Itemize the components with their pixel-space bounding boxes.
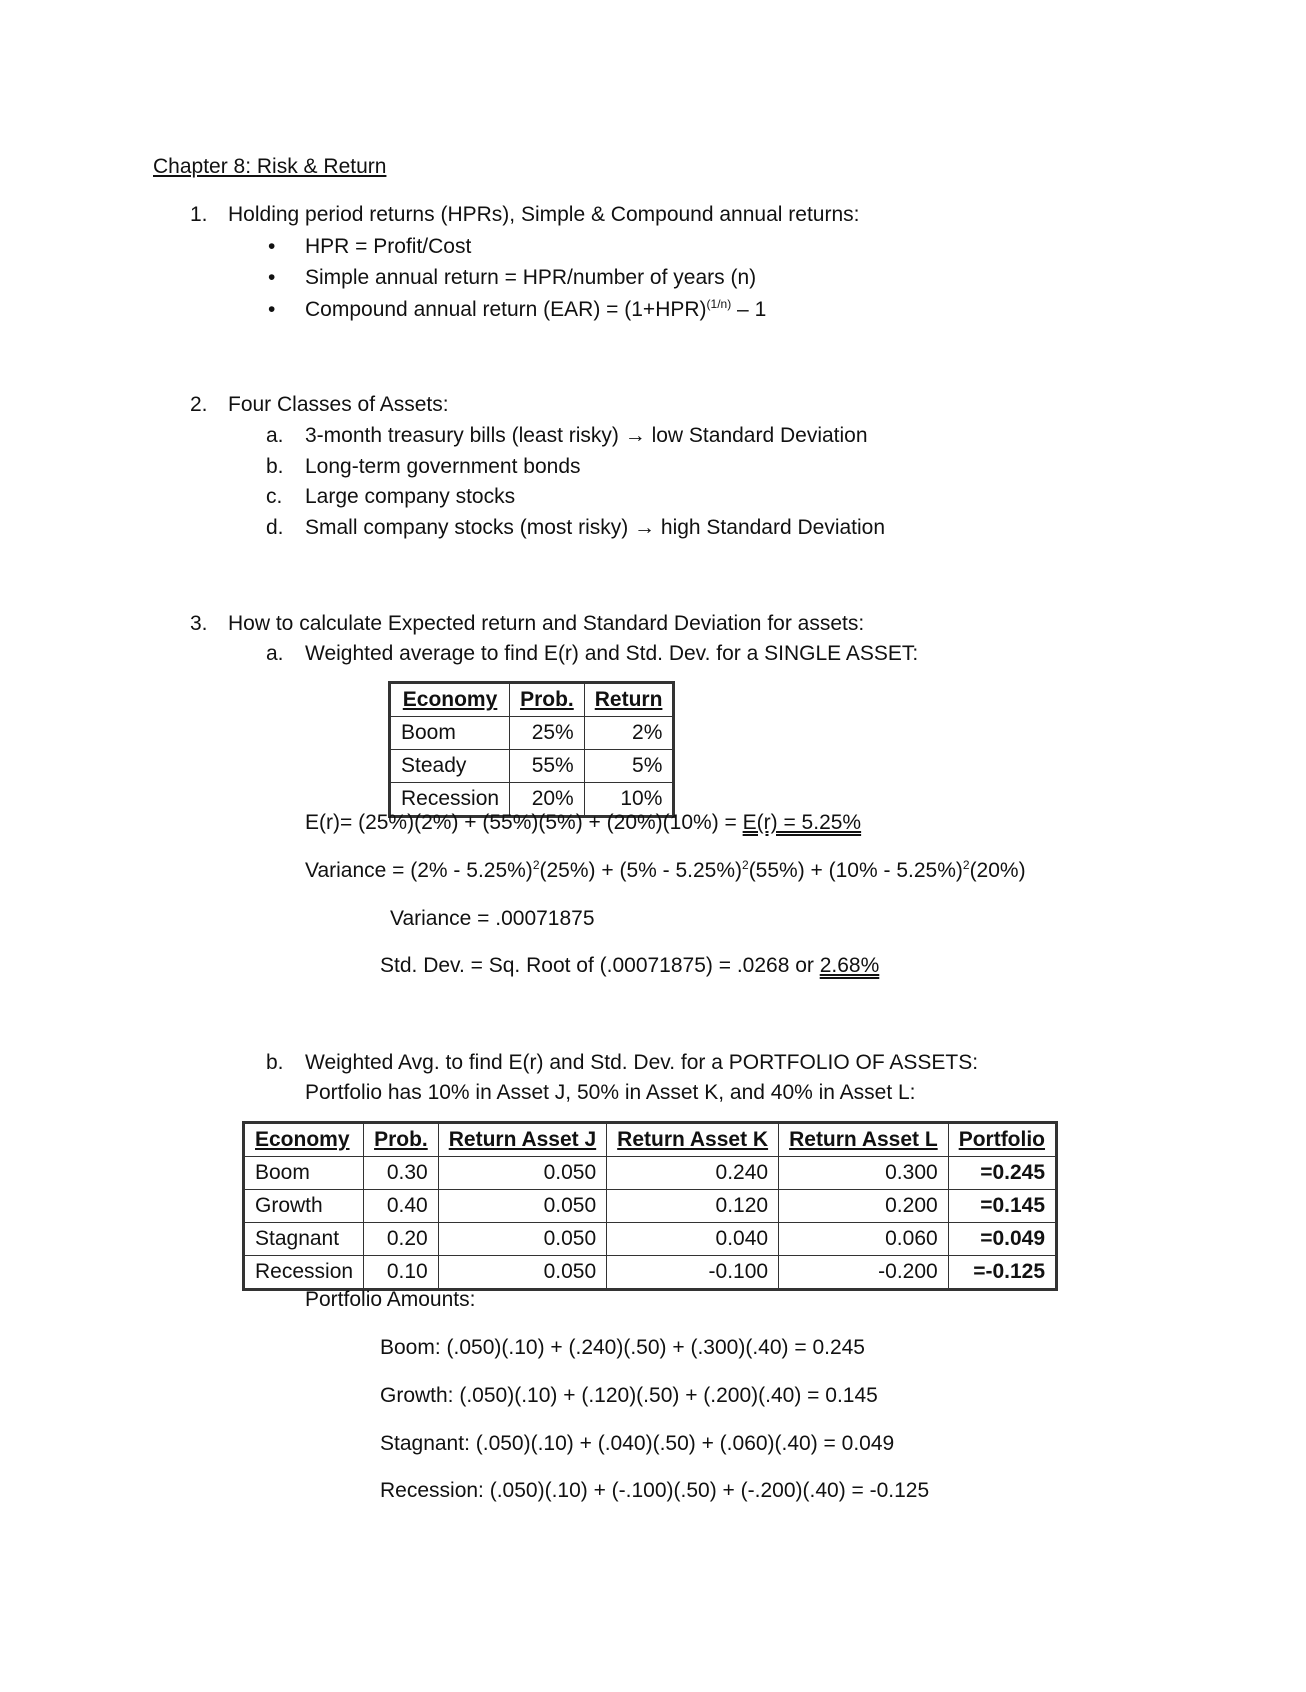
compound-return-text: Compound annual return (EAR) = (1+HPR) — [305, 298, 707, 321]
column-header: Economy — [245, 1124, 364, 1157]
section-2-number: 2. — [190, 393, 208, 416]
variance-part: Variance = (2% - 5.25%) — [305, 859, 533, 882]
bullet-icon: • — [268, 266, 276, 289]
bullet-simple-return: Simple annual return = HPR/number of years (n) — [305, 266, 757, 289]
table-cell: 0.050 — [438, 1157, 606, 1190]
variance-exponent: 2 — [962, 858, 970, 872]
table-header-row — [245, 1124, 1056, 1157]
table-row — [245, 1190, 1056, 1223]
table-row — [245, 1157, 1056, 1190]
column-header: Economy — [391, 684, 510, 717]
variance-value: Variance = .00071875 — [390, 907, 595, 930]
variance-exponent: 2 — [532, 858, 540, 872]
table-cell: 0.240 — [607, 1157, 779, 1190]
subsection-a-letter: a. — [266, 642, 284, 665]
table-cell: 2% — [584, 717, 673, 750]
column-header: Return Asset K — [607, 1124, 779, 1157]
table-cell: 55% — [510, 750, 585, 783]
std-dev-line — [380, 953, 879, 978]
section-3-heading: How to calculate Expected return and Standard Deviation for assets: — [228, 612, 865, 635]
table-header-row — [391, 684, 673, 717]
std-dev-result: 2.68% — [819, 954, 880, 977]
asset-class-letter: b. — [266, 455, 284, 478]
subsection-b-letter: b. — [266, 1051, 284, 1074]
table-cell: 0.050 — [438, 1190, 606, 1223]
table-cell: 20% — [510, 783, 585, 816]
variance-part: (55%) + (10% - 5.25%) — [748, 859, 963, 882]
table-cell: Stagnant — [245, 1223, 364, 1256]
table-cell: 0.40 — [364, 1190, 439, 1223]
table-cell: 0.300 — [779, 1157, 949, 1190]
table-cell: -0.100 — [607, 1256, 779, 1289]
table-row — [245, 1223, 1056, 1256]
expected-return-result: E(r) = 5.25% — [742, 811, 862, 834]
table-cell: -0.200 — [779, 1256, 949, 1289]
table-cell: Recession — [391, 783, 510, 816]
portfolio-value-cell: =-0.125 — [948, 1256, 1055, 1289]
asset-class-item: Large company stocks — [305, 485, 516, 508]
chapter-title: Chapter 8: Risk & Return — [153, 155, 387, 178]
compound-tail: – 1 — [731, 298, 767, 321]
bullet-icon: • — [268, 298, 276, 321]
portfolio-value-cell: =0.145 — [948, 1190, 1055, 1223]
table-cell: Steady — [391, 750, 510, 783]
bullet-compound-return — [305, 297, 766, 322]
variance-part: (20%) — [969, 859, 1026, 882]
table-cell: 10% — [584, 783, 673, 816]
subsection-a-heading: Weighted average to find E(r) and Std. Dev. for a SINGLE ASSET: — [305, 642, 919, 665]
table-cell: 0.200 — [779, 1190, 949, 1223]
asset-class-letter: c. — [266, 485, 283, 508]
table-cell: 0.050 — [438, 1256, 606, 1289]
table-cell: 0.040 — [607, 1223, 779, 1256]
table-cell: 0.20 — [364, 1223, 439, 1256]
table-cell: Boom — [245, 1157, 364, 1190]
table-cell: Recession — [245, 1256, 364, 1289]
asset-class-letter: d. — [266, 516, 284, 539]
variance-part: (25%) + (5% - 5.25%) — [539, 859, 742, 882]
expected-return-formula: E(r)= (25%)(2%) + (55%)(5%) + (20%)(10%) = — [305, 811, 743, 834]
table-cell: 0.060 — [779, 1223, 949, 1256]
section-1-heading: Holding period returns (HPRs), Simple & Compound annual returns: — [228, 203, 860, 226]
asset-class-item: Long-term government bonds — [305, 455, 581, 478]
single-asset-table — [390, 683, 673, 816]
subsection-b-heading: Weighted Avg. to find E(r) and Std. Dev. for a PORTFOLIO OF ASSETS: — [305, 1051, 979, 1074]
variance-exponent: 2 — [742, 858, 749, 872]
table-row — [391, 750, 673, 783]
column-header: Return Asset J — [438, 1124, 606, 1157]
column-header: Portfolio — [948, 1124, 1055, 1157]
section-1-number: 1. — [190, 203, 208, 226]
portfolio-amount-recession: Recession: (.050)(.10) + (-.100)(.50) + (-.200)(.40) = -0.125 — [380, 1479, 930, 1502]
portfolio-amount-boom: Boom: (.050)(.10) + (.240)(.50) + (.300)(.40) = 0.245 — [380, 1336, 865, 1359]
column-header: Return Asset L — [779, 1124, 949, 1157]
portfolio-value-cell: =0.049 — [948, 1223, 1055, 1256]
table-row — [245, 1256, 1056, 1289]
section-2-heading: Four Classes of Assets: — [228, 393, 449, 416]
portfolio-amount-stagnant: Stagnant: (.050)(.10) + (.040)(.50) + (.060)(.40) = 0.049 — [380, 1432, 895, 1455]
column-header: Return — [584, 684, 673, 717]
table-cell: 5% — [584, 750, 673, 783]
asset-class-letter: a. — [266, 424, 284, 447]
bullet-icon: • — [268, 235, 276, 258]
table-cell: Boom — [391, 717, 510, 750]
table-cell: 0.050 — [438, 1223, 606, 1256]
section-3-number: 3. — [190, 612, 208, 635]
asset-class-item: Small company stocks (most risky) → high Standard Deviation — [305, 516, 886, 539]
table-cell: 0.30 — [364, 1157, 439, 1190]
asset-class-item: 3-month treasury bills (least risky) → low Standard Deviation — [305, 424, 868, 447]
bullet-hpr: HPR = Profit/Cost — [305, 235, 472, 258]
table-cell: 0.120 — [607, 1190, 779, 1223]
compound-exponent: (1/n) — [706, 297, 732, 311]
portfolio-allocation: Portfolio has 10% in Asset J, 50% in Asset K, and 40% in Asset L: — [305, 1081, 916, 1104]
column-header: Prob. — [364, 1124, 439, 1157]
table-cell: Growth — [245, 1190, 364, 1223]
portfolio-table — [244, 1123, 1056, 1289]
table-row — [391, 717, 673, 750]
expected-return-line — [305, 810, 861, 835]
std-dev-formula: Std. Dev. = Sq. Root of (.00071875) = .0268 or — [380, 954, 820, 977]
portfolio-value-cell: =0.245 — [948, 1157, 1055, 1190]
table-cell: 25% — [510, 717, 585, 750]
table-cell: 0.10 — [364, 1256, 439, 1289]
variance-formula — [305, 858, 1026, 883]
portfolio-amount-growth: Growth: (.050)(.10) + (.120)(.50) + (.200)(.40) = 0.145 — [380, 1384, 878, 1407]
column-header: Prob. — [510, 684, 585, 717]
portfolio-amounts-label: Portfolio Amounts: — [305, 1288, 476, 1311]
